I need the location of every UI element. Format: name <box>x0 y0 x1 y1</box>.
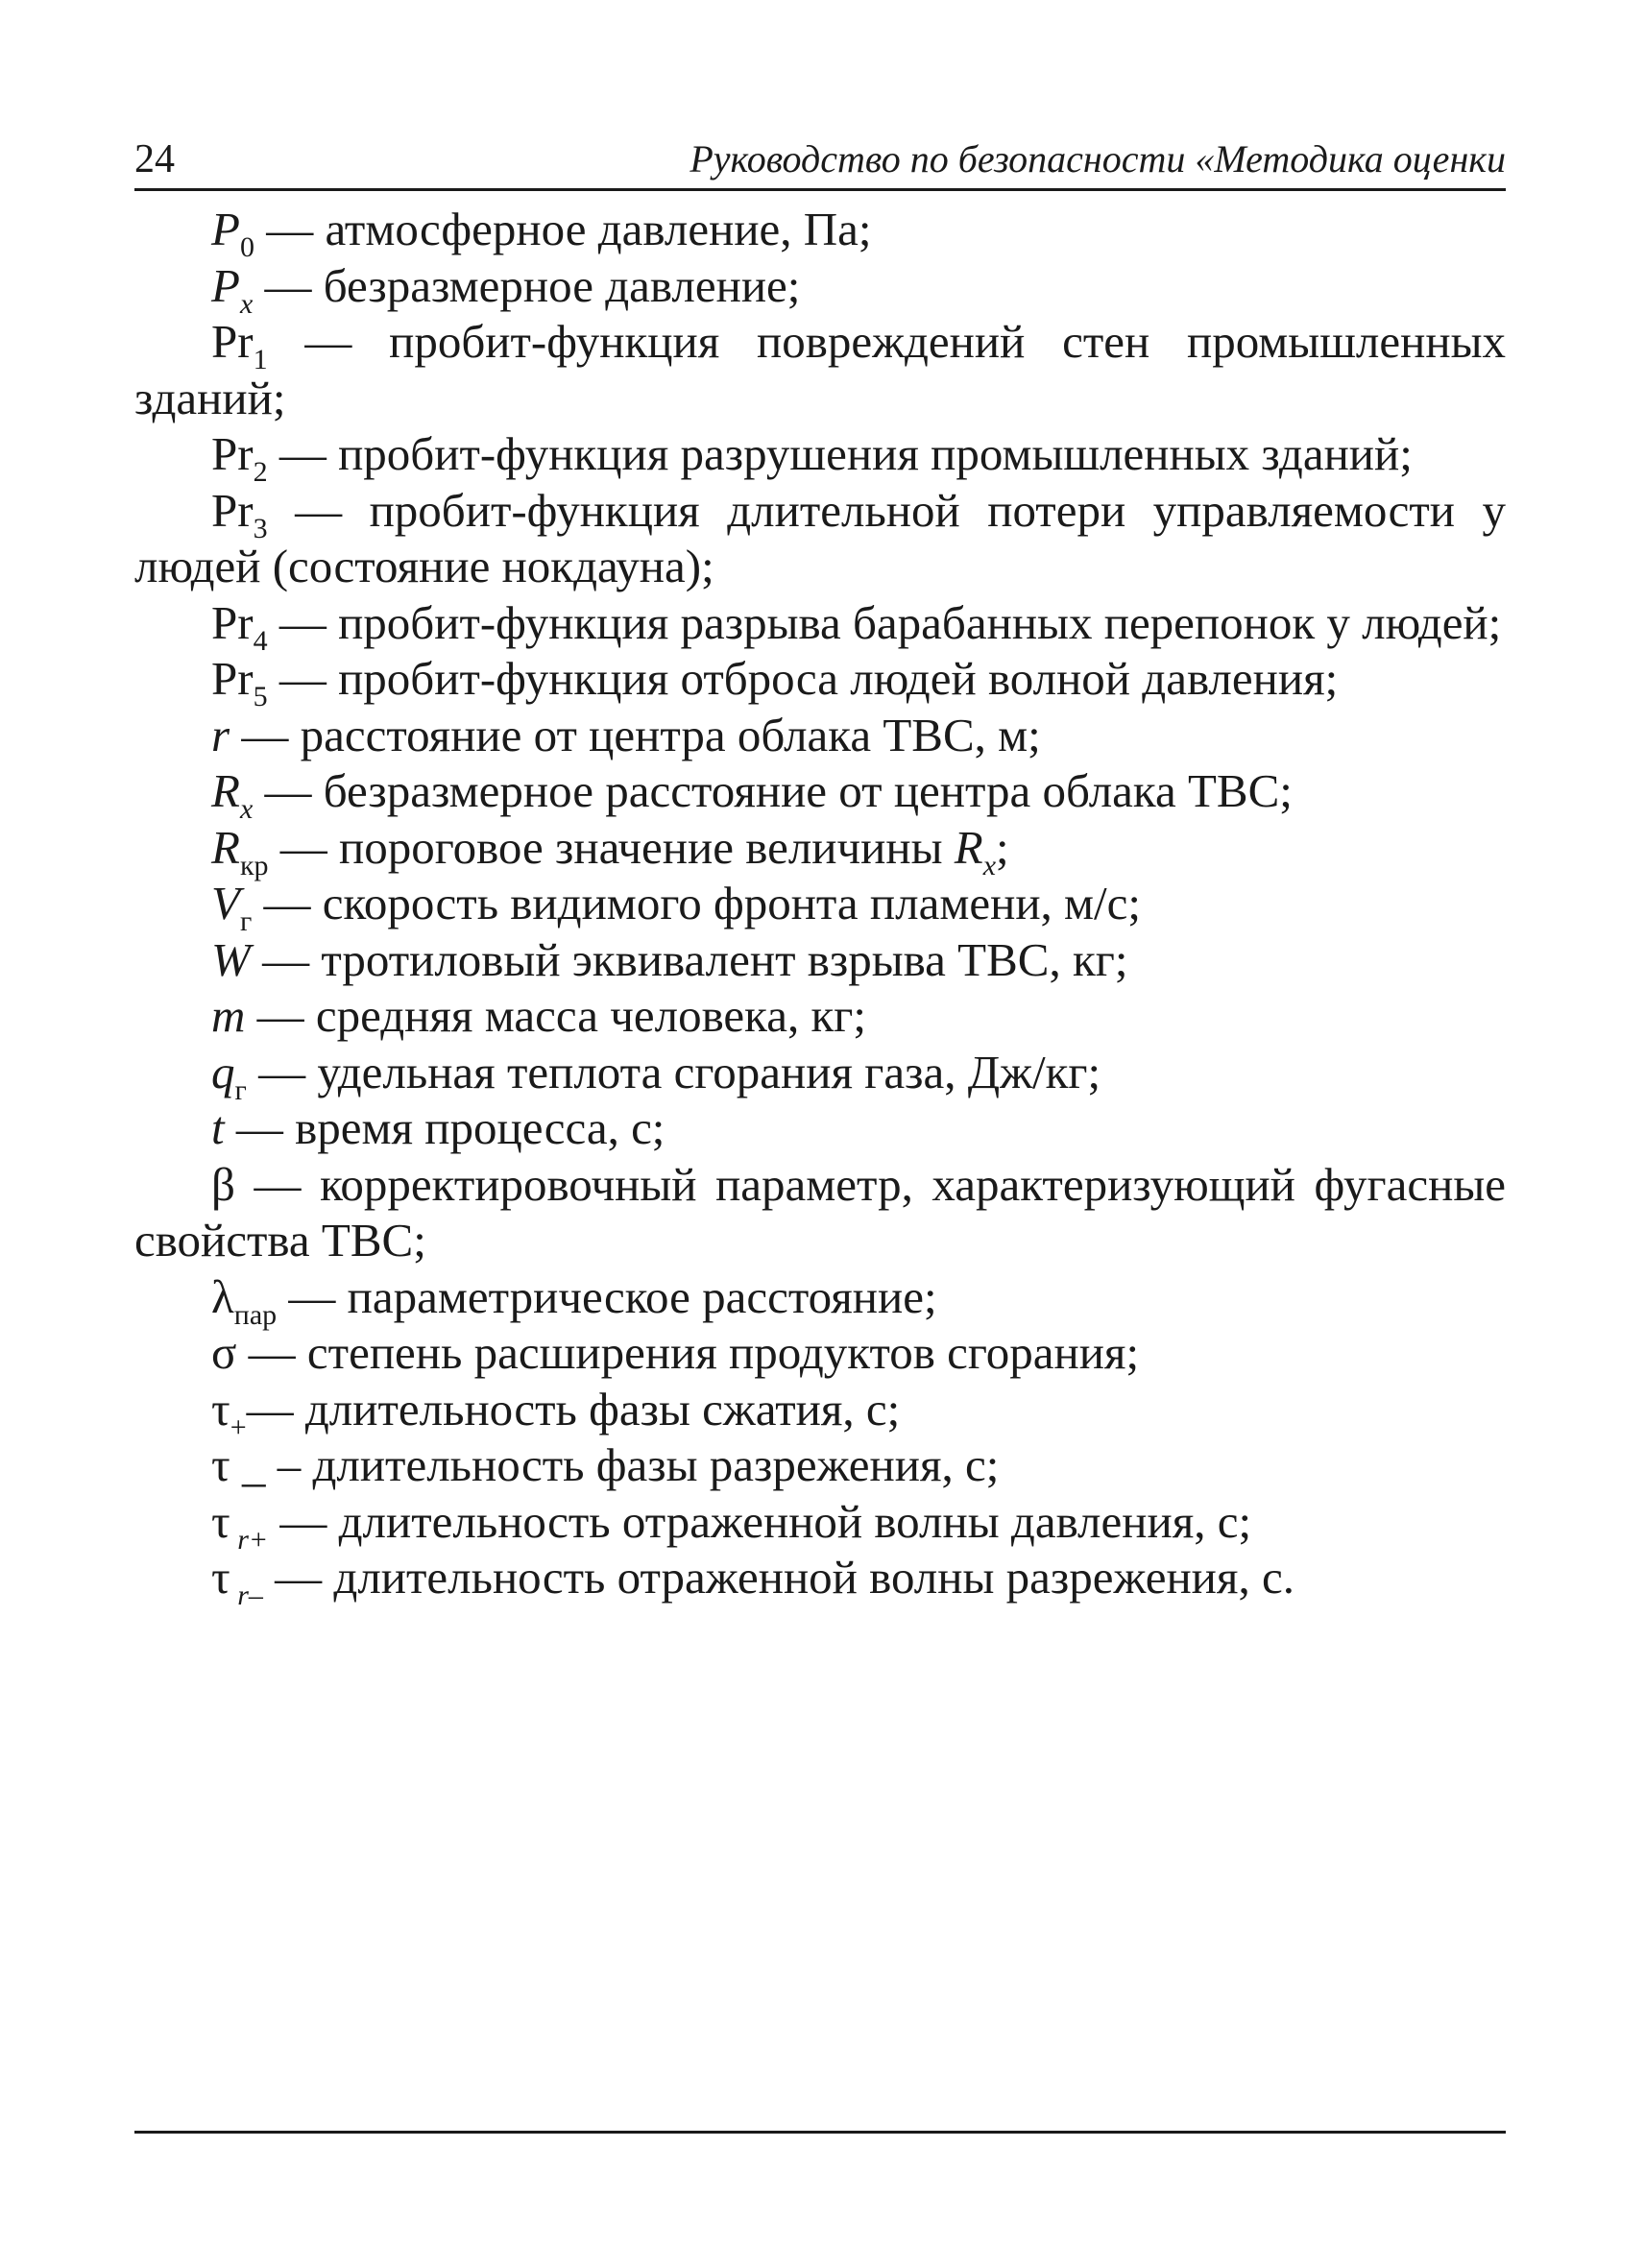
entry-text: — пробит-функция отброса людей волной давления; <box>267 652 1339 705</box>
header-rule <box>134 188 1506 191</box>
entry-text: — атмосферное давление, Па; <box>254 203 872 255</box>
symbol-subscript: x <box>239 793 254 825</box>
notation-entry <box>134 988 1506 1045</box>
notation-entry <box>134 1550 1506 1611</box>
symbol: λ <box>211 1269 234 1323</box>
notation-entry <box>134 1269 1506 1331</box>
entry-text: — степень расширения продуктов сгорания; <box>236 1326 1140 1379</box>
entry-text: — длительность отраженной волны давления, с; <box>268 1494 1252 1548</box>
entry-text: — безразмерное давление; <box>253 258 801 312</box>
symbol-subscript: 5 <box>253 681 268 712</box>
entry-text: _ – длительность фазы разрежения, с; <box>230 1438 1000 1491</box>
entry-text: — длительность отраженной волны разрежения, с. <box>262 1551 1294 1604</box>
symbol: r <box>211 708 230 761</box>
entry-text: — удельная теплота сгорания газа, Дж/кг; <box>246 1045 1101 1098</box>
inline-symbol: R <box>954 820 983 874</box>
entry-text: — расстояние от центра облака ТВС, м; <box>230 708 1041 761</box>
symbol: β <box>211 1157 235 1211</box>
notation-entry <box>134 820 1506 881</box>
notation-entry <box>134 1494 1506 1556</box>
symbol: σ <box>211 1326 237 1379</box>
entry-text: — пробит-функция разрыва барабанных перепонок у людей; <box>267 595 1502 649</box>
notation-entry <box>134 1437 1506 1494</box>
entry-text: — тротиловый эквивалент взрыва ТВС, кг; <box>250 932 1128 986</box>
entry-text: — пробит-функция разрушения промышленных зданий; <box>267 427 1413 480</box>
entry-text: — пороговое значение величины <box>268 820 955 874</box>
entry-text: — время процесса, с; <box>224 1101 665 1154</box>
page-number: 24 <box>134 137 175 181</box>
entry-text: — параметрическое расстояние; <box>277 1269 937 1323</box>
symbol: P <box>211 258 240 312</box>
symbol-subscript: пар <box>233 1298 278 1331</box>
entry-text: — пробит-функция длительной потери управляемости у людей (состояние нокдауна); <box>134 483 1506 592</box>
entry-text-end: ; <box>996 820 1009 874</box>
entry-text: — длительность фазы сжатия, с; <box>246 1382 901 1436</box>
symbol: P <box>211 203 240 255</box>
symbol: V <box>211 877 240 929</box>
symbol: Pr <box>211 427 254 480</box>
symbol: τ <box>211 1382 230 1436</box>
entry-text: — пробит-функция повреждений стен промышленных зданий; <box>134 315 1506 424</box>
notation-entry <box>134 258 1506 320</box>
symbol: Pr <box>211 652 254 705</box>
entry-text: — средняя масса человека, кг; <box>245 989 867 1042</box>
notation-entry <box>134 708 1506 764</box>
notation-entry <box>134 1045 1506 1106</box>
notation-entry <box>134 314 1506 426</box>
notation-entry <box>134 595 1506 657</box>
notation-entry <box>134 483 1506 595</box>
symbol: R <box>211 764 240 817</box>
symbol: Pr <box>211 483 254 537</box>
notation-entry <box>134 1100 1506 1157</box>
symbol-subscript: г <box>234 1074 247 1106</box>
notation-entry <box>134 426 1506 488</box>
notation-entry <box>134 932 1506 989</box>
notation-list <box>134 202 1506 1611</box>
symbol: τ <box>211 1551 230 1604</box>
symbol-subscript: г <box>239 905 253 937</box>
symbol: Pr <box>211 595 254 649</box>
notation-entry <box>134 1382 1506 1443</box>
notation-entry <box>134 651 1506 712</box>
symbol: t <box>211 1101 225 1154</box>
notation-entry <box>134 202 1506 263</box>
symbol-subscript: 2 <box>253 456 268 488</box>
running-title: Руководство по безопасности «Методика оценки <box>689 137 1506 181</box>
footer-rule <box>134 2131 1506 2134</box>
symbol: Pr <box>211 315 254 368</box>
symbol-subscript: 0 <box>239 231 254 263</box>
symbol: m <box>211 989 246 1042</box>
notation-entry <box>134 876 1506 937</box>
notation-entry <box>134 763 1506 825</box>
symbol: τ <box>211 1438 230 1491</box>
symbol-subscript: 1 <box>253 344 268 375</box>
symbol-subscript: кр <box>239 849 269 881</box>
notation-entry <box>134 1157 1506 1269</box>
symbol-subscript: x <box>239 287 254 320</box>
symbol-subscript: r+ <box>230 1523 269 1556</box>
symbol: W <box>211 932 251 986</box>
entry-text: — скорость видимого фронта пламени, м/с; <box>252 877 1142 929</box>
symbol-subscript: r– <box>230 1580 263 1611</box>
symbol-subscript: 4 <box>253 624 268 657</box>
symbol: q <box>211 1045 235 1098</box>
symbol: τ <box>211 1494 230 1548</box>
entry-text: — корректировочный параметр, характеризующий фугасные свойства ТВС; <box>134 1157 1506 1267</box>
entry-text: — безразмерное расстояние от центра облака ТВС; <box>253 764 1293 817</box>
symbol: R <box>211 820 240 874</box>
symbol-subscript: + <box>230 1411 247 1443</box>
notation-entry <box>134 1325 1506 1382</box>
inline-symbol-subscript: x <box>982 849 997 881</box>
symbol-subscript: 3 <box>253 512 268 544</box>
